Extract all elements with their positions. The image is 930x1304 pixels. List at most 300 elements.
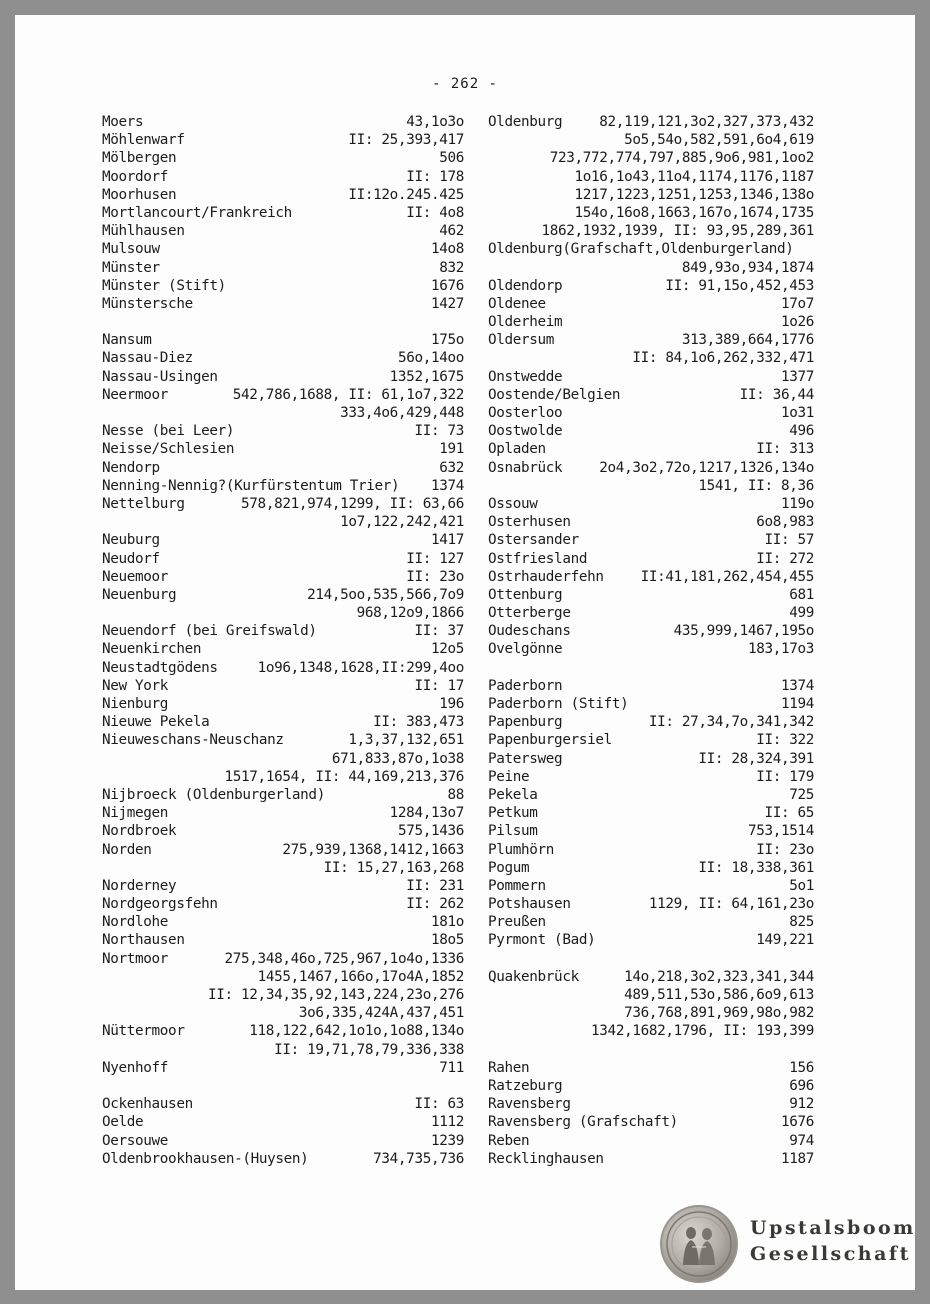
place-name: Mulsouw bbox=[102, 241, 160, 258]
index-entry bbox=[102, 295, 464, 313]
place-name: Mortlancourt/Frankreich bbox=[102, 204, 292, 221]
page-references: 1427 bbox=[430, 295, 464, 312]
page-references: 3o6,335,424A,437,451 bbox=[298, 1005, 464, 1022]
place-name: Oosterloo bbox=[488, 405, 563, 421]
place-name: New York bbox=[102, 677, 169, 694]
page-references: 825 bbox=[789, 914, 814, 931]
index-entry bbox=[488, 386, 814, 404]
place-name: Oersouwe bbox=[102, 1132, 169, 1149]
index-entry bbox=[488, 986, 814, 1004]
place-name: Opladen bbox=[488, 441, 546, 458]
index-entry bbox=[488, 931, 814, 949]
page-references: II: 37 bbox=[414, 623, 464, 640]
index-entry bbox=[102, 222, 464, 240]
index-entry bbox=[488, 349, 814, 367]
place-name: Pogum bbox=[488, 859, 530, 876]
index-entry bbox=[488, 750, 814, 768]
index-entry bbox=[488, 713, 814, 731]
index-entry bbox=[488, 477, 814, 495]
index-entry bbox=[102, 768, 464, 786]
index-entry bbox=[488, 877, 814, 895]
place-name: Moers bbox=[102, 114, 144, 130]
place-name: Nordbroek bbox=[102, 823, 177, 840]
index-entry bbox=[488, 149, 814, 167]
place-name: Möhlenwarf bbox=[102, 132, 185, 149]
page-references: 462 bbox=[439, 223, 464, 240]
page-references: 175o bbox=[430, 332, 464, 349]
index-entry bbox=[102, 113, 464, 131]
index-entry bbox=[102, 931, 464, 949]
place-name: Neuenburg bbox=[102, 586, 177, 603]
page-references: II: 23o bbox=[406, 568, 464, 585]
page-references: II: 73 bbox=[414, 423, 464, 440]
index-entry bbox=[488, 1132, 814, 1150]
page-references: 118,122,642,1o1o,1o88,134o bbox=[249, 1023, 464, 1040]
index-entry bbox=[102, 131, 464, 149]
place-name: Oldenburg bbox=[488, 114, 563, 130]
page-references: II: 23o bbox=[756, 841, 814, 858]
page-references: II: 65 bbox=[764, 805, 814, 822]
place-name: Petkum bbox=[488, 805, 538, 822]
place-name: Paderborn (Stift) bbox=[488, 696, 629, 712]
place-name: Plumhörn bbox=[488, 841, 555, 858]
page-references: 191 bbox=[439, 441, 464, 458]
index-entry bbox=[102, 986, 464, 1004]
index-entry bbox=[102, 240, 464, 258]
index-entry bbox=[488, 368, 814, 386]
page-references: 17o7 bbox=[780, 295, 814, 312]
place-name: Münster bbox=[102, 259, 160, 276]
place-name: Patersweg bbox=[488, 750, 563, 767]
index-entry bbox=[488, 204, 814, 222]
index-spacer bbox=[102, 313, 464, 331]
place-name: Mölbergen bbox=[102, 150, 177, 167]
place-name: Münstersche bbox=[102, 295, 193, 312]
page-references: 1o16,1o43,11o4,1174,1176,1187 bbox=[574, 168, 814, 185]
place-name: Ossouw bbox=[488, 495, 538, 512]
page-references: 1862,1932,1939, II: 93,95,289,361 bbox=[541, 223, 814, 240]
index-entry bbox=[102, 422, 464, 440]
page-references: II: 12,34,35,92,143,224,23o,276 bbox=[208, 987, 464, 1003]
index-entry bbox=[102, 1059, 464, 1077]
index-entry bbox=[488, 1077, 814, 1095]
page-references: 496 bbox=[789, 423, 814, 440]
place-name: Oldersum bbox=[488, 332, 555, 349]
page-references: 14o,218,3o2,323,341,344 bbox=[624, 968, 814, 985]
index-entry bbox=[488, 113, 814, 131]
page-references: 1194 bbox=[780, 696, 814, 712]
index-entry bbox=[488, 186, 814, 204]
place-name: Ovelgönne bbox=[488, 641, 563, 658]
index-entry bbox=[488, 440, 814, 458]
page-references: 832 bbox=[439, 259, 464, 276]
index-entry bbox=[488, 240, 814, 258]
index-entry bbox=[488, 586, 814, 604]
page-references: 1o7,122,242,421 bbox=[340, 514, 464, 531]
index-entry bbox=[488, 622, 814, 640]
index-entry bbox=[102, 713, 464, 731]
index-entry bbox=[488, 513, 814, 531]
index-entry bbox=[102, 695, 464, 713]
index-entry bbox=[102, 640, 464, 658]
page-references: II: 63 bbox=[414, 1096, 464, 1113]
place-name: Olderheim bbox=[488, 314, 563, 331]
index-entry bbox=[488, 1022, 814, 1040]
index-entry bbox=[488, 550, 814, 568]
page-references: 275,348,46o,725,967,1o4o,1336 bbox=[224, 950, 464, 967]
place-name: Oudeschans bbox=[488, 623, 571, 640]
index-spacer bbox=[488, 1041, 814, 1059]
place-name: Quakenbrück bbox=[488, 968, 579, 985]
index-entry bbox=[102, 604, 464, 622]
index-entry bbox=[488, 295, 814, 313]
index-entry bbox=[488, 1095, 814, 1113]
page-references: 2o4,3o2,72o,1217,1326,134o bbox=[599, 459, 814, 476]
logo-text-line2: Gesellschaft bbox=[750, 1243, 911, 1265]
page-references: 18o5 bbox=[430, 932, 464, 949]
index-entry bbox=[102, 168, 464, 186]
index-entry bbox=[102, 368, 464, 386]
page-references: 1112 bbox=[430, 1114, 464, 1131]
place-name: Nassau-Diez bbox=[102, 350, 193, 367]
page-references: II: 25,393,417 bbox=[348, 132, 464, 149]
place-name: Nortmoor bbox=[102, 950, 169, 967]
page-references: 82,119,121,3o2,327,373,432 bbox=[599, 114, 814, 130]
index-entry bbox=[102, 204, 464, 222]
page-references: 1676 bbox=[780, 1114, 814, 1131]
place-name: Ockenhausen bbox=[102, 1096, 193, 1113]
page-references: 1374 bbox=[780, 677, 814, 694]
index-entry bbox=[488, 731, 814, 749]
page-references: 1541, II: 8,36 bbox=[698, 477, 814, 494]
page-references: 578,821,974,1299, II: 63,66 bbox=[241, 495, 464, 512]
place-name: Recklinghausen bbox=[488, 1150, 604, 1167]
place-name: Oldenburg(Grafschaft,Oldenburgerland) bbox=[488, 241, 794, 258]
place-name: Nyenhoff bbox=[102, 1059, 169, 1076]
page-references: 1,3,37,132,651 bbox=[348, 732, 464, 749]
place-name: Moorhusen bbox=[102, 186, 177, 203]
page-references: 1342,1682,1796, II: 193,399 bbox=[591, 1023, 814, 1040]
page-references: 725 bbox=[789, 786, 814, 803]
page-references: 6o8,983 bbox=[756, 514, 814, 531]
page-references: II: 27,34,7o,341,342 bbox=[648, 714, 814, 731]
page-references: II: 91,15o,452,453 bbox=[665, 277, 814, 294]
page-references: 489,511,53o,586,6o9,613 bbox=[624, 987, 814, 1003]
place-name: Neustadtgödens bbox=[102, 659, 218, 676]
index-entry bbox=[102, 277, 464, 295]
index-entry bbox=[488, 531, 814, 549]
page-references: 12o5 bbox=[430, 641, 464, 658]
page-references: 1517,1654, II: 44,169,213,376 bbox=[224, 768, 464, 785]
page-references: 1284,13o7 bbox=[389, 805, 464, 822]
index-entry bbox=[102, 841, 464, 859]
page-references: 1o26 bbox=[780, 314, 814, 331]
place-name: Ravensberg (Grafschaft) bbox=[488, 1114, 678, 1131]
index-entry bbox=[488, 277, 814, 295]
page-references: II: 272 bbox=[756, 550, 814, 567]
page-references: 974 bbox=[789, 1132, 814, 1149]
index-entry bbox=[488, 677, 814, 695]
index-entry bbox=[488, 913, 814, 931]
index-entry bbox=[488, 422, 814, 440]
page-references: II: 17 bbox=[414, 677, 464, 694]
index-entry bbox=[102, 1113, 464, 1131]
page-references: II: 262 bbox=[406, 896, 464, 913]
place-name: Paderborn bbox=[488, 677, 563, 694]
index-entry bbox=[102, 404, 464, 422]
index-entry bbox=[102, 568, 464, 586]
page-references: 435,999,1467,195o bbox=[673, 623, 814, 640]
page-references: 43,1o3o bbox=[406, 114, 464, 130]
page-references: 313,389,664,1776 bbox=[681, 332, 814, 349]
logo-text-line1: Upstalsboom bbox=[750, 1217, 916, 1239]
page-references: II: 57 bbox=[764, 532, 814, 549]
page-references: II: 231 bbox=[406, 877, 464, 894]
page-references: 1676 bbox=[430, 277, 464, 294]
place-name: Ostersander bbox=[488, 532, 579, 549]
index-entry bbox=[102, 149, 464, 167]
page-references: II: 322 bbox=[756, 732, 814, 749]
index-entry bbox=[102, 513, 464, 531]
place-name: Nijbroeck (Oldenburgerland) bbox=[102, 786, 325, 803]
place-name: Pekela bbox=[488, 786, 538, 803]
page-references: II: 383,473 bbox=[373, 714, 464, 731]
index-entry bbox=[102, 913, 464, 931]
place-name: Papenburgersiel bbox=[488, 732, 612, 749]
index-entry bbox=[102, 968, 464, 986]
index-entry bbox=[102, 1004, 464, 1022]
page-references: 214,5oo,535,566,7o9 bbox=[307, 586, 464, 603]
index-entry bbox=[488, 404, 814, 422]
place-name: Ostfriesland bbox=[488, 550, 588, 567]
place-name: Nieuwe Pekela bbox=[102, 714, 210, 731]
page-references: 119o bbox=[780, 495, 814, 512]
index-entry bbox=[102, 386, 464, 404]
page-references: 183,17o3 bbox=[747, 641, 814, 658]
place-name: Neermoor bbox=[102, 386, 169, 403]
place-name: Nijmegen bbox=[102, 805, 169, 822]
place-name: Oldendorp bbox=[488, 277, 563, 294]
page-references: 734,735,736 bbox=[373, 1150, 464, 1167]
index-entry bbox=[488, 1059, 814, 1077]
place-name: Nettelburg bbox=[102, 495, 185, 512]
index-entry bbox=[488, 604, 814, 622]
page-references: II: 28,324,391 bbox=[698, 750, 814, 767]
page-references: 156 bbox=[789, 1059, 814, 1076]
place-name: Nendorp bbox=[102, 459, 160, 476]
place-name: Oelde bbox=[102, 1114, 144, 1131]
page-references: 275,939,1368,1412,1663 bbox=[282, 841, 464, 858]
place-name: Onstwedde bbox=[488, 368, 563, 385]
index-entry bbox=[488, 1113, 814, 1131]
index-entry bbox=[102, 186, 464, 204]
page-references: 1377 bbox=[780, 368, 814, 385]
place-name: Peine bbox=[488, 768, 530, 785]
index-entry bbox=[102, 877, 464, 895]
index-entry bbox=[488, 640, 814, 658]
page-references: 671,833,87o,1o38 bbox=[331, 750, 464, 767]
index-entry bbox=[102, 586, 464, 604]
index-entry bbox=[488, 804, 814, 822]
page-references: 1o31 bbox=[780, 405, 814, 421]
place-name: Ravensberg bbox=[488, 1096, 571, 1113]
index-entry bbox=[102, 477, 464, 495]
index-entry bbox=[488, 968, 814, 986]
index-entry bbox=[102, 1022, 464, 1040]
page-references: 681 bbox=[789, 586, 814, 603]
page-references: 1352,1675 bbox=[389, 368, 464, 385]
place-name: Nienburg bbox=[102, 696, 169, 712]
place-name: Nassau-Usingen bbox=[102, 368, 218, 385]
page-references: 181o bbox=[430, 914, 464, 931]
page-references: 1o96,1348,1628,II:299,4oo bbox=[257, 659, 464, 676]
index-spacer bbox=[488, 950, 814, 968]
place-name: Reben bbox=[488, 1132, 530, 1149]
place-name: Nieuweschans-Neuschanz bbox=[102, 732, 284, 749]
page-references: 711 bbox=[439, 1059, 464, 1076]
index-entry bbox=[102, 731, 464, 749]
index-entry bbox=[488, 895, 814, 913]
index-entry bbox=[102, 349, 464, 367]
page-number: - 262 - bbox=[431, 76, 498, 92]
index-entry bbox=[102, 677, 464, 695]
index-entry bbox=[488, 1150, 814, 1168]
place-name: Moordorf bbox=[102, 168, 169, 185]
page-references: 968,12o9,1866 bbox=[356, 605, 464, 622]
place-name: Nesse (bei Leer) bbox=[102, 423, 235, 440]
page-references: 5o5,54o,582,591,6o4,619 bbox=[624, 132, 814, 149]
page-references: 14o8 bbox=[430, 241, 464, 258]
page-references: 753,1514 bbox=[747, 823, 814, 840]
place-name: Münster (Stift) bbox=[102, 277, 226, 294]
page-references: 56o,14oo bbox=[397, 350, 464, 367]
page-references: 154o,16o8,1663,167o,1674,1735 bbox=[574, 204, 814, 221]
index-entry bbox=[102, 440, 464, 458]
place-name: Neuenkirchen bbox=[102, 641, 202, 658]
index-entry bbox=[102, 459, 464, 477]
page-references: 1417 bbox=[430, 532, 464, 549]
page-references: II:12o.245.425 bbox=[348, 186, 464, 203]
place-name: Nordgeorgsfehn bbox=[102, 896, 218, 913]
index-entry bbox=[102, 531, 464, 549]
page-references: 333,4o6,429,448 bbox=[340, 405, 464, 421]
page-references: 5o1 bbox=[789, 877, 814, 894]
page-references: 696 bbox=[789, 1077, 814, 1094]
index-entry bbox=[488, 841, 814, 859]
index-entry bbox=[488, 331, 814, 349]
page-references: II: 36,44 bbox=[739, 386, 814, 403]
page-references: II: 19,71,78,79,336,338 bbox=[274, 1041, 464, 1058]
index-entry bbox=[102, 550, 464, 568]
page-references: 723,772,774,797,885,9o6,981,1oo2 bbox=[549, 150, 814, 167]
page-references: II: 127 bbox=[406, 550, 464, 567]
index-entry bbox=[488, 822, 814, 840]
place-name: Neuendorf (bei Greifswald) bbox=[102, 623, 317, 640]
place-name: Pyrmont (Bad) bbox=[488, 932, 596, 949]
place-name: Neisse/Schlesien bbox=[102, 441, 235, 458]
index-column-left bbox=[102, 113, 464, 1168]
seal-emblem-icon bbox=[660, 1205, 738, 1283]
page-references: 88 bbox=[447, 786, 464, 803]
index-entry bbox=[102, 659, 464, 677]
index-entry bbox=[102, 495, 464, 513]
page-references: 506 bbox=[439, 150, 464, 167]
page-references: 912 bbox=[789, 1096, 814, 1113]
place-name: Pommern bbox=[488, 877, 546, 894]
place-name: Osterhusen bbox=[488, 514, 571, 531]
place-name: Ottenburg bbox=[488, 586, 563, 603]
page-references: 1455,1467,166o,17o4A,1852 bbox=[257, 968, 464, 985]
index-entry bbox=[488, 859, 814, 877]
place-name: Preußen bbox=[488, 914, 546, 931]
index-entry bbox=[102, 1095, 464, 1113]
index-entry bbox=[102, 622, 464, 640]
index-entry bbox=[488, 768, 814, 786]
index-entry bbox=[102, 259, 464, 277]
page-references: 736,768,891,969,98o,982 bbox=[624, 1005, 814, 1022]
page-references: II: 178 bbox=[406, 168, 464, 185]
place-name: Norden bbox=[102, 841, 152, 858]
page-references: II: 4o8 bbox=[406, 204, 464, 221]
index-entry bbox=[488, 695, 814, 713]
page-references: 149,221 bbox=[756, 932, 814, 949]
index-entry bbox=[488, 459, 814, 477]
place-name: Nordlohe bbox=[102, 914, 169, 931]
index-entry bbox=[102, 786, 464, 804]
page-references: 1239 bbox=[430, 1132, 464, 1149]
index-spacer bbox=[102, 1077, 464, 1095]
place-name: Neudorf bbox=[102, 550, 160, 567]
page-references: 542,786,1688, II: 61,1o7,322 bbox=[232, 386, 464, 403]
index-entry bbox=[102, 859, 464, 877]
page-references: II: 84,1o6,262,332,471 bbox=[632, 350, 814, 367]
place-name: Potshausen bbox=[488, 896, 571, 913]
page-references: II: 313 bbox=[756, 441, 814, 458]
page-references: II:41,181,262,454,455 bbox=[640, 568, 814, 585]
place-name: Ratzeburg bbox=[488, 1077, 563, 1094]
index-column-right bbox=[488, 113, 814, 1168]
page-references: 499 bbox=[789, 605, 814, 622]
place-name: Mühlhausen bbox=[102, 223, 185, 240]
index-entry bbox=[488, 786, 814, 804]
place-name: Northausen bbox=[102, 932, 185, 949]
place-name: Oostende/Belgien bbox=[488, 386, 621, 403]
place-name: Oldenbrookhausen-(Huysen) bbox=[102, 1150, 309, 1167]
index-entry bbox=[102, 1150, 464, 1168]
index-entry bbox=[488, 131, 814, 149]
page-references: II: 179 bbox=[756, 768, 814, 785]
place-name: Nenning-Nennig?(Kurfürstentum Trier) bbox=[102, 477, 400, 494]
index-entry bbox=[488, 495, 814, 513]
index-entry bbox=[488, 568, 814, 586]
index-entry bbox=[488, 259, 814, 277]
page-references: 1374 bbox=[430, 477, 464, 494]
page-references: 1187 bbox=[780, 1150, 814, 1167]
page-references: 1129, II: 64,161,23o bbox=[648, 896, 814, 913]
place-name: Nüttermoor bbox=[102, 1023, 185, 1040]
place-name: Nansum bbox=[102, 332, 152, 349]
place-name: Oldenee bbox=[488, 295, 546, 312]
place-name: Neuburg bbox=[102, 532, 160, 549]
index-entry bbox=[102, 750, 464, 768]
index-entry bbox=[102, 804, 464, 822]
place-name: Norderney bbox=[102, 877, 177, 894]
page-references: 196 bbox=[439, 696, 464, 712]
index-spacer bbox=[488, 659, 814, 677]
index-entry bbox=[102, 950, 464, 968]
page-references: 849,93o,934,1874 bbox=[681, 259, 814, 276]
index-entry bbox=[102, 331, 464, 349]
